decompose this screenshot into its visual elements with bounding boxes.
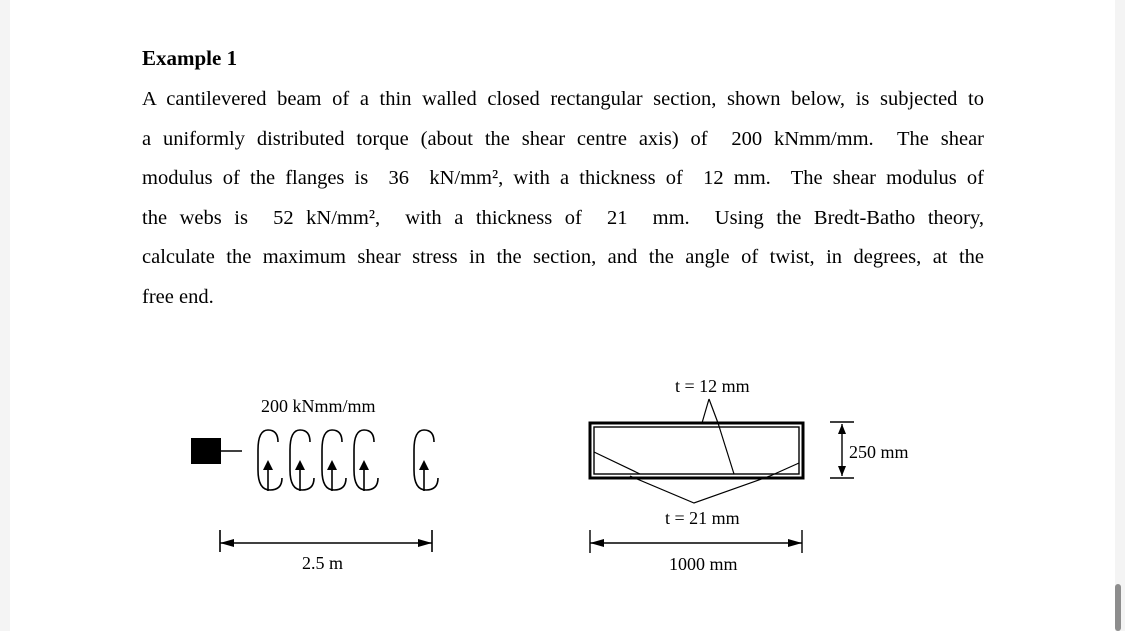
- paragraph-line: modulus of the flanges is 36 kN/mm², with a thickness of 12 mm. The shear modulus of: [142, 167, 984, 189]
- scrollbar-thumb[interactable]: [1115, 584, 1121, 631]
- beam-figures: [10, 0, 1115, 631]
- web-thickness-label: t = 21 mm: [665, 508, 740, 528]
- leader-lines: [594, 399, 799, 503]
- height-label: 250 mm: [849, 442, 909, 462]
- paragraph-line: free end.: [142, 285, 214, 308]
- width-label: 1000 mm: [669, 554, 738, 574]
- paragraph-line: the webs is 52 kN/mm², with a thickness of 21 mm. Using the Bredt-Batho theory,: [142, 206, 984, 229]
- document-page: [10, 0, 1115, 631]
- torque-arrows: [263, 460, 429, 491]
- flange-thickness-label: t = 12 mm: [675, 376, 750, 396]
- paragraph-line: a uniformly distributed torque (about the shear centre axis) of 200 kNmm/mm. The shear: [142, 127, 984, 150]
- torque-loops: [258, 430, 438, 490]
- length-dimension: [220, 530, 432, 552]
- paragraph-line: A cantilevered beam of a thin walled closed rectangular section, shown below, is subjected to: [142, 88, 984, 110]
- torque-label: 200 kNmm/mm: [261, 396, 376, 416]
- paragraph-line: calculate the maximum shear stress in the section, and the angle of twist, in degrees, at the: [142, 246, 984, 268]
- fixed-support: [191, 438, 221, 464]
- section-figure: [590, 399, 854, 553]
- length-label: 2.5 m: [302, 553, 344, 573]
- example-title: Example 1: [142, 46, 238, 70]
- cantilever-figure: [191, 430, 438, 552]
- width-dimension: [590, 530, 802, 553]
- outer-box: [590, 423, 803, 478]
